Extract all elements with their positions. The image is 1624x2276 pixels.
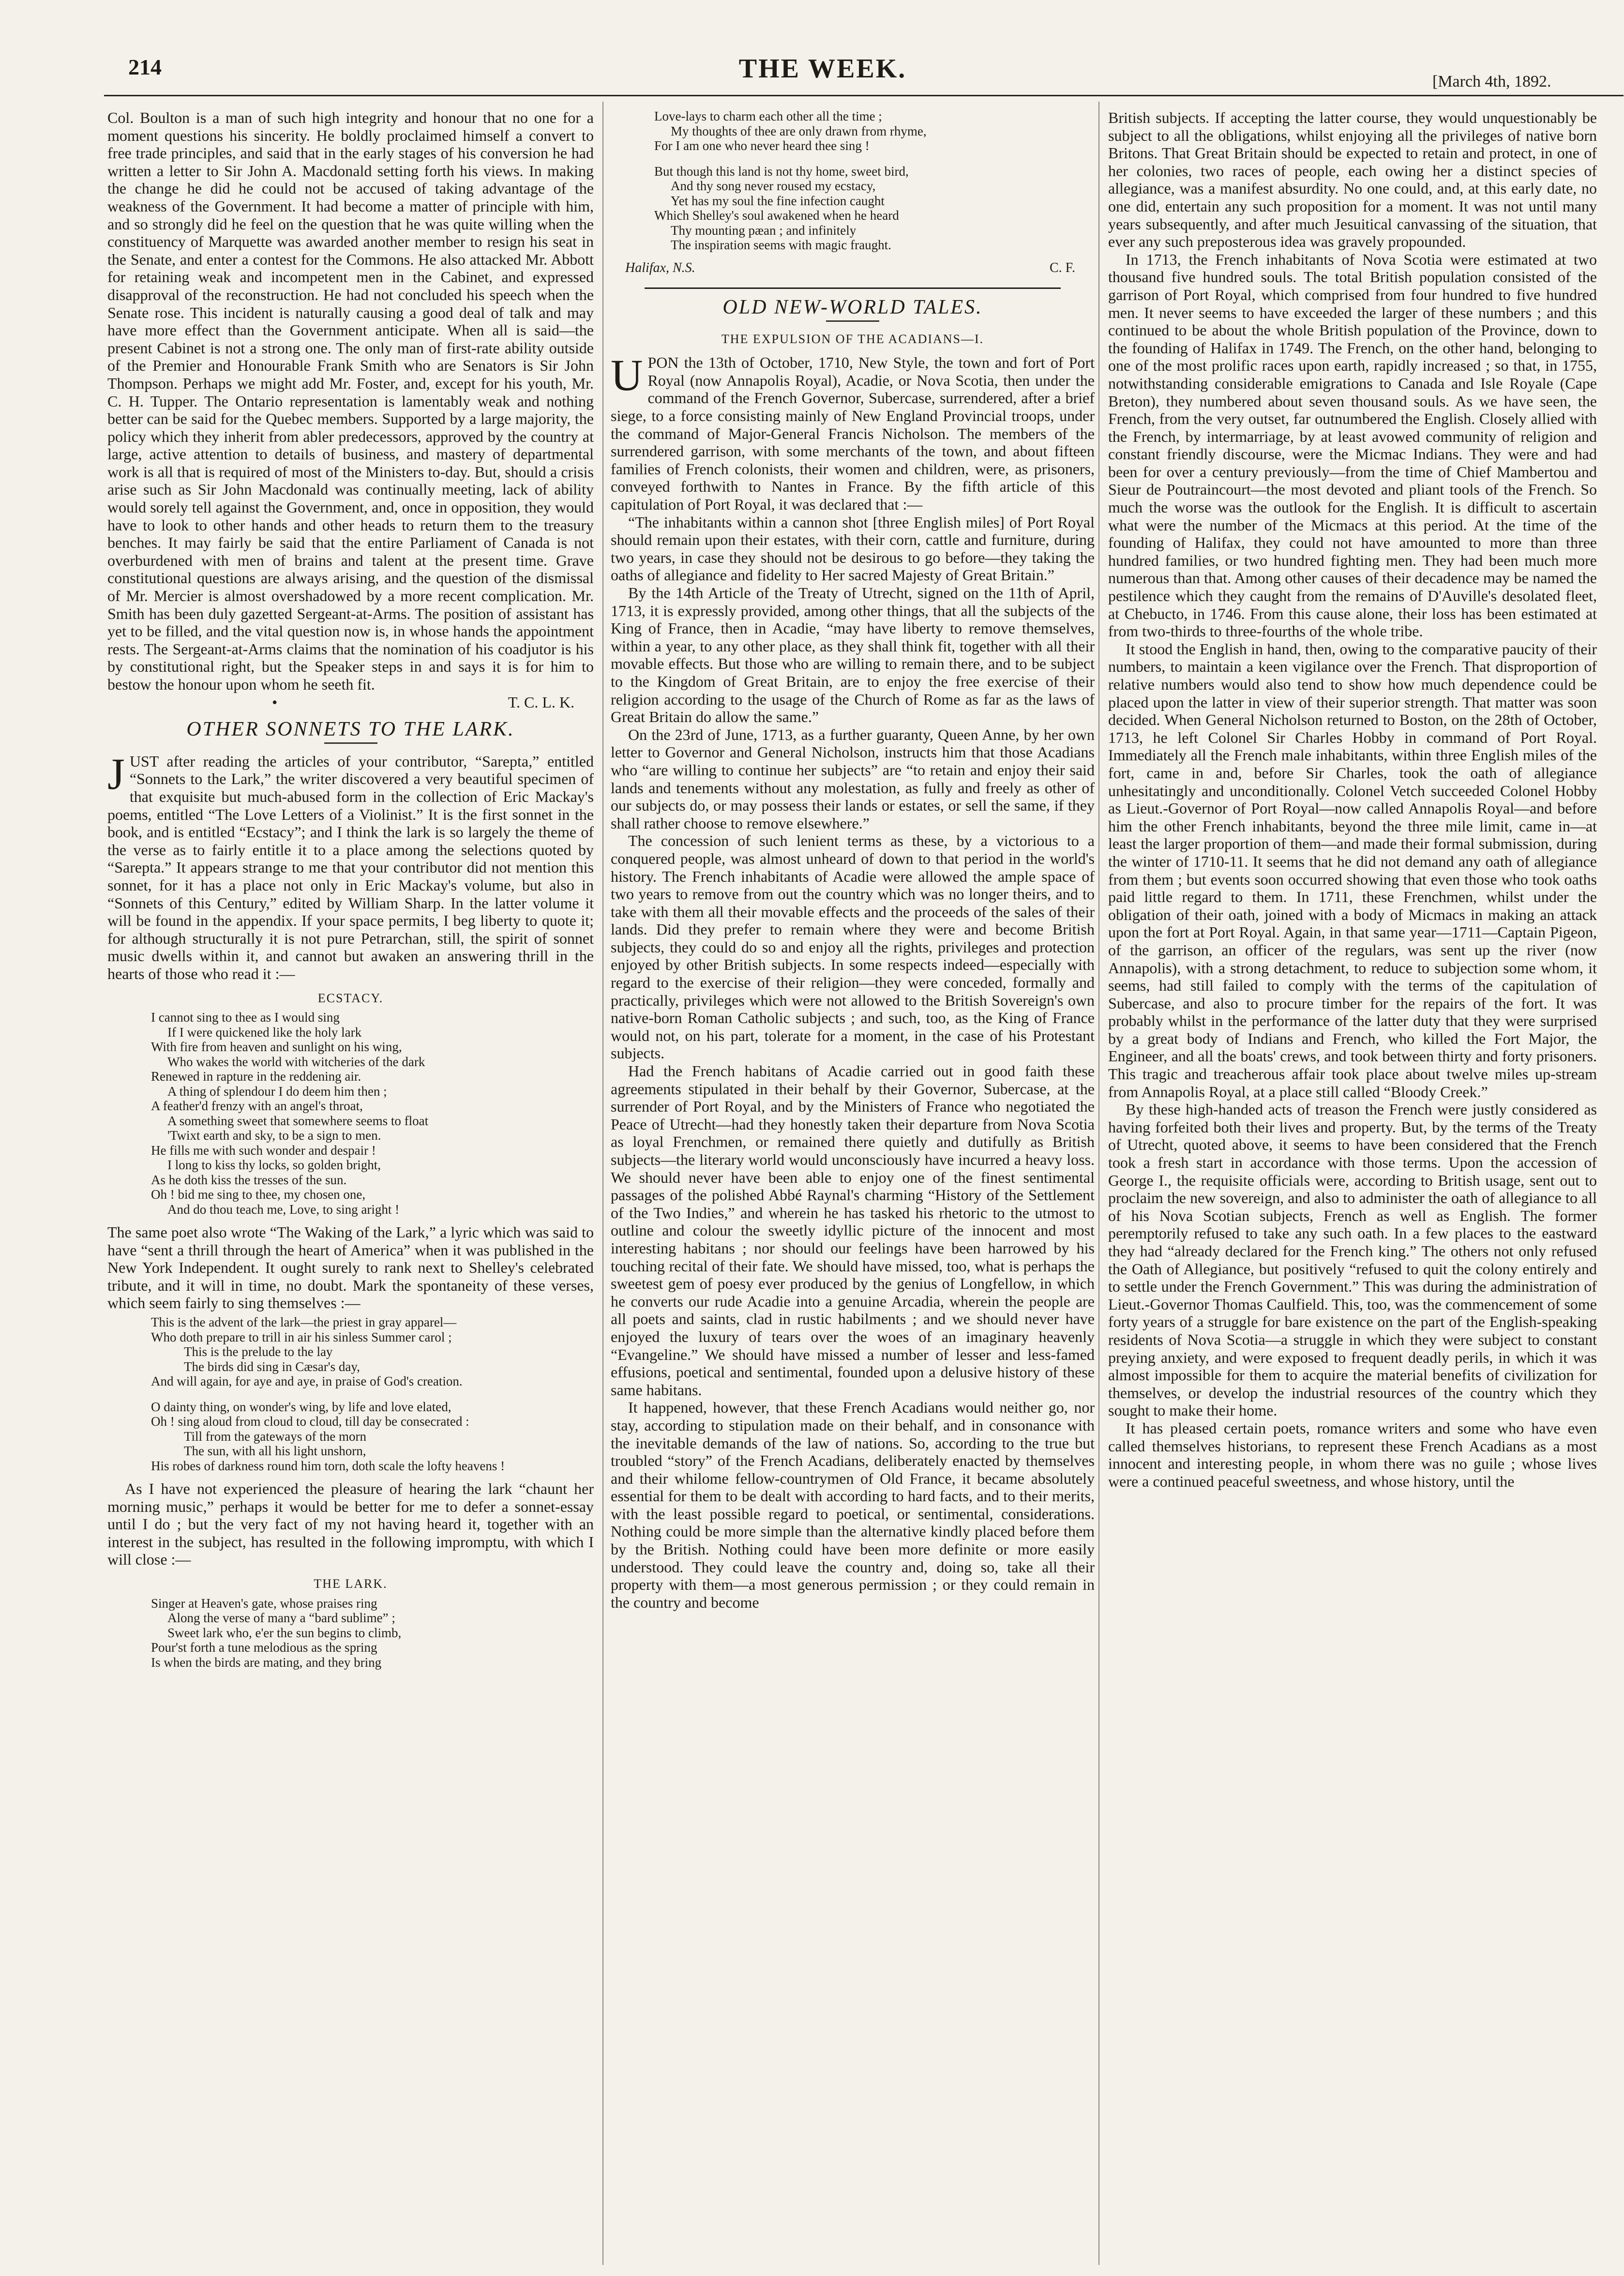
column-2 xyxy=(611,109,1095,1611)
poem-line: And thy song never roused my ecstacy, xyxy=(671,179,876,193)
poem-line: This is the prelude to the lay xyxy=(184,1344,333,1359)
poem-title: ECSTACY. xyxy=(317,991,384,1005)
article-paragraph: The concession of such lenient terms as these, by a victorious to a conquered people, was almost unheard of down to that period in the world's history. The French inhabitants of Acadie were allowed the ample space of two years to remove from out the country which was no longer theirs, and to take with them all their movable effects and the proceeds of the sales of their lands. Did they prefer to remain where they were and become British subjects, they could do so and enjoy all the rights, privileges and protection enjoyed by other British subjects. In some respects indeed—especially with regard to the exercise of their religion—they were conceded, formally and practically, privileges which were not allowed to the British Sovereign's own native-born Roman Catholic subjects ; and such, too, as the King of France would not, on his part, tolerate for a moment, in the case of his Protestant subjects. xyxy=(611,832,1095,1062)
signature-line xyxy=(107,693,594,711)
article-paragraph: The same poet also wrote “The Waking of the Lark,” a lyric which was said to have “sent a thrill through the heart of America” when it was published in the New York Independent. It ought surely to rank next to Shelley's celebrated tribute, and it will in time, no doubt. Mark the spontaneity of these verses, which seem fairly to sing themselves :— xyxy=(107,1223,594,1312)
article-paragraph: British subjects. If accepting the latter course, they would unquestionably be subject to all the obligations, whilst enjoying all the privileges of native born Britons. That Great Britain should be expected to retain and protect, in one of her colonies, two races of people, each owing her a distinct species of allegiance, was a manifest absurdity. No one could, and, at this early date, no one did, entertain any such proposition for a moment. It was not until many years subsequently, and after much Jesuitical canvassing of the situation, that ever any such preposterous idea was gravely propounded. xyxy=(1108,109,1597,251)
poem-line: Is when the birds are mating, and they bring xyxy=(151,1655,382,1670)
poem-line: If I were quickened like the holy lark xyxy=(167,1025,362,1040)
poem-line: The inspiration seems with magic fraught. xyxy=(671,238,891,252)
poem-line: His robes of darkness round him torn, doth scale the lofty heavens ! xyxy=(151,1458,505,1473)
poem-line: Pour'st forth a tune melodious as the spring xyxy=(151,1640,377,1655)
poem-line: With fire from heaven and sunlight on his wing, xyxy=(151,1040,402,1055)
poem-line: Oh ! bid me sing to thee, my chosen one, xyxy=(151,1187,366,1202)
article-paragraph: In 1713, the French inhabitants of Nova Scotia were estimated at two thousand five hundred souls. The total British population consisted of the garrison of Port Royal, which comprised from four hundred to five hundred men. It never seems to have exceeded the larger of these numbers ; and this continued to be about the whole British population of the Province, down to the founding of Halifax in 1749. The French, on the other hand, belonging to one of the most prolific races upon earth, rapidly increased ; so that, in 1755, notwithstanding considerable emigrations to Canada and Isle Royale (Cape Breton), they numbered about seven thousand souls. As we have seen, the French, from the very outset, far outnumbered the English. Closely allied with the French, by intermarriage, by at least avowed community of religion and constant friendly discourse, were the Micmac Indians. They were and had been for over a century previously—from the time of Chief Mambertou and Sieur de Poutraincourt—the most devoted and pliant tools of the French. So much the worse was the outlook for the English. It is difficult to ascertain what were the number of the Micmacs at this period. At the time of the founding of Halifax, they could not have amounted to more than three hundred families, or two hundred fighting men. They had been much more numerous than that. Among other causes of their decadence may be named the pestilence which they caught from the remains of D'Auville's desolated fleet, at Chebucto, in 1746. From this cause alone, their loss has been estimated at from two-thirds to three-fourths of the whole tribe. xyxy=(1108,250,1597,640)
poem-the-lark xyxy=(151,1596,594,1670)
poem-line: My thoughts of thee are only drawn from rhyme, xyxy=(671,123,927,138)
header-rule xyxy=(104,95,1624,96)
poem-line: A thing of splendour I do deem him then ; xyxy=(167,1084,387,1099)
article-paragraph: JUST after reading the articles of your contributor, “Sarepta,” entitled “Sonnets to the Lark,” the writer discovered a very beautiful specimen of that exquisite but much-abused form in the collection of Eric Mackay's poems, entitled “The Love Letters of a Violinist.” It is the first sonnet in the book, and is entitled “Ecstacy”; and I think the lark is so largely the theme of the verse as to fairly entitle it to a place among the selections quoted by “Sarepta.” It appears strange to me that your contributor did not mention this sonnet, for it has a place not only in Eric Mackay's volume, but also in “Sonnets of this Century,” edited by William Sharp. In the latter volume it will be found in the appendix. If your space permits, I beg liberty to quote it; for although structurally it is not pure Petrarchan, still, the spirit of sonnet music dwells within it, and cannot but awaken an answering thrill in the hearts of those who read it :— xyxy=(107,749,594,982)
poem-line: As he doth kiss the tresses of the sun. xyxy=(151,1172,347,1187)
signature-mark: • xyxy=(272,693,278,711)
article-paragraph: On the 23rd of June, 1713, as a further guaranty, Queen Anne, by her own letter to Governor and General Nicholson, instructs him that those Acadians who “are willing to continue her subjects” are “to retain and enjoy their said lands and tenements without any molestation, as fully and freely as other of our subjects do, or may possess their lands or estates, or sell the same, if they shall rather choose to remove elsewhere.” xyxy=(611,725,1095,832)
section-divider xyxy=(324,742,377,744)
poem-line: Sweet lark who, e'er the sun begins to climb, xyxy=(167,1625,402,1640)
poem-signature xyxy=(611,259,1095,277)
article-paragraph: “The inhabitants within a cannon shot [three English miles] of Port Royal should remain upon their estates, with their corn, cattle and furniture, during two years, in case they should not be desirous to go before—they taking the oaths of allegiance and fidelity to Her sacred Majesty of Great Britain.” xyxy=(611,513,1095,584)
poem-line: This is the advent of the lark—the priest in gray apparel— xyxy=(151,1315,457,1330)
poem-line: Oh ! sing aloud from cloud to cloud, till day be consecrated : xyxy=(151,1414,469,1429)
drop-cap: J xyxy=(107,749,125,799)
poem-line: 'Twixt earth and sky, to be a sign to men. xyxy=(167,1128,381,1143)
poem-line: A feather'd frenzy with an angel's throat, xyxy=(151,1099,363,1114)
poem-line: For I am one who never heard thee sing ! xyxy=(654,138,870,153)
poem-line: Yet has my soul the fine infection caught xyxy=(671,193,885,208)
poem-line: And do thou teach me, Love, to sing aright ! xyxy=(167,1202,400,1217)
poem-line: I long to kiss thy locks, so golden bright, xyxy=(167,1158,381,1173)
article-paragraph: As I have not experienced the pleasure of hearing the lark “chaunt her morning music,” perhaps it would be better for me to defer a sonnet-essay until I do ; but the very fact of my not having heard it, together with an interest in the subject, has resulted in the following impromptu, with which I will close :— xyxy=(107,1480,594,1568)
poem-waking-of-the-lark xyxy=(151,1315,594,1473)
article-paragraph: It stood the English in hand, then, owing to the comparative paucity of their numbers, to maintain a keen vigilance over the French. That disproportion of relative numbers would also tend to show how much dependence could be placed upon the latter in view of their superior strength. That matter was soon decided. When General Nicholson returned to Boston, on the 28th of October, 1713, he left Colonel Sir Charles Hobby in command of Port Royal. Immediately all the French male inhabitants, within three English miles of the fort, came in and, before Sir Charles, took the oath of allegiance unhesitatingly and unconditionally. Colonel Vetch succeeded Colonel Hobby as Lieut.-Governor of Port Royal—now called Annapolis Royal—and before him the other French inhabitants, beyond the three mile limit, came in—at least the larger proportion of them—and made their formal submission, during the winter of 1710-11. It seems that he did not demand any oath of allegiance from them ; but events soon occurred showing that even those who took oaths paid little regard to them. In 1711, these Frenchmen, whilst under the obligation of their oath, joined with a body of Micmacs in making an attack upon the fort at Port Royal. Again, in that same year—1711—Captain Pigeon, of the garrison, an officer of the regulars, was sent up the river (now Annapolis), with a strong detachment, to reduce to subjection some whom, it seems, had still failed to comply with the terms of the capitulation of Subercase, and also to procure timber for the repairs of the fort. It was probably whilst in the performance of the latter duty that they were surprised by a great body of Indians and French, who killed the Fort Major, the Engineer, and all the boats' crews, and took between thirty and forty prisoners. This tragic and treacherous affair took place about twelve miles up-stream from Annapolis Royal, at a place still called “Bloody Creek.” xyxy=(1108,640,1597,1100)
article-paragraph: UPON the 13th of October, 1710, New Style, the town and fort of Port Royal (now Annapolis Royal), Acadie, or Nova Scotia, then under the command of the French Governor, Subercase, surrendered, after a brief siege, to a force consisting mainly of New England Provincial troops, under the command of Major-General Francis Nicholson. The members of the surrendered garrison, with some merchants of the town, and about fifteen families of French colonists, their women and children, were, as prisoners, conveyed forthwith to Nantes in France. By the fifth article of this capitulation of Port Royal, it was declared that :— xyxy=(611,350,1095,513)
poem-line: Renewed in rapture in the reddening air. xyxy=(151,1069,361,1084)
poem-line: Singer at Heaven's gate, whose praises ring xyxy=(151,1596,377,1611)
article-paragraph: By these high-handed acts of treason the French were justly considered as having forfeited both their lives and property. But, by the terms of the Treaty of Utrecht, quoted above, it seems to have been considered that the French took a fresh start in accordance with those terms. Upon the accession of George I., the requisite officials were, according to British usage, sent out to proclaim the new sovereign, and also to administer the oath of allegiance to all of his Nova Scotian subjects, French as well as English. The former peremptorily refused to take any such oath. In a few places to the eastward they had “already declared for the French king.” The others not only refused the Oath of Allegiance, but positively “refused to quit the colony entirely and to settle under the French Government.” This was during the administration of Lieut.-Governor Thomas Caulfield. This, too, was the commencement of some forty years of a struggle for bare existence on the part of the English-speaking residents of Nova Scotia—a struggle in which they were subject to constant preying anxiety, and were exposed to frequent deadly perils, in which it was almost impossible for them to acquire the material benefits of civilization for themselves, or develop the industrial resources of the country which they sought to make their home. xyxy=(1108,1100,1597,1419)
article-paragraph: By the 14th Article of the Treaty of Utrecht, signed on the 11th of April, 1713, it is expressly provided, among other things, that all the subjects of the King of France, then in Acadie, “may have liberty to remove themselves, within a year, to any other place, as they shall think fit, together with all their movable effects. But those who are willing to remain there, and to be subject to the Kingdom of Great Britain, are to enjoy the free exercise of their religion according to the usage of the Church of Rome as far as the laws of Great Britain do allow the same.” xyxy=(611,584,1095,726)
poem-place: Halifax, N.S. xyxy=(625,260,695,275)
drop-cap: U xyxy=(611,350,643,400)
section-divider xyxy=(826,320,879,322)
poem-title: THE LARK. xyxy=(314,1577,388,1591)
poem-line: I cannot sing to thee as I would sing xyxy=(151,1010,340,1025)
page-number: 214 xyxy=(128,55,162,79)
section-subtitle: THE EXPULSION OF THE ACADIANS—I. xyxy=(721,332,984,346)
poem-line: Love-lays to charm each other all the time ; xyxy=(654,109,882,123)
poem-line: Who wakes the world with witcheries of the dark xyxy=(167,1054,425,1069)
issue-date: [March 4th, 1892. xyxy=(1432,73,1551,90)
poem-initials: C. F. xyxy=(1049,260,1075,275)
column-divider-1 xyxy=(602,102,603,2265)
section-title: OLD NEW-WORLD TALES. xyxy=(722,296,983,319)
column-1 xyxy=(107,109,594,1676)
poem-line: The sun, with all his light unshorn, xyxy=(184,1444,366,1459)
poem-line: He fills me with such wonder and despair ! xyxy=(151,1143,376,1158)
article-rule xyxy=(645,287,1061,289)
stanza-gap xyxy=(654,153,1095,164)
poem-line: And will again, for aye and aye, in praise of God's creation. xyxy=(151,1374,463,1389)
poem-the-lark-continued xyxy=(654,109,1095,253)
poem-line: The birds did sing in Cæsar's day, xyxy=(184,1359,360,1374)
signature: T. C. L. K. xyxy=(508,693,574,711)
poem-line: Thy mounting pæan ; and infinitely xyxy=(671,223,857,238)
masthead-title: THE WEEK. xyxy=(738,54,907,84)
column-3 xyxy=(1108,109,1597,1490)
poem-line: A something sweet that somewhere seems to float xyxy=(167,1113,429,1128)
poem-line: Who doth prepare to trill in air his sinless Summer carol ; xyxy=(151,1329,452,1344)
article-paragraph: Col. Boulton is a man of such high integrity and honour that no one for a moment questions his sincerity. He boldly proclaimed himself a convert to free trade principles, and said that in the early stages of his conversion he had written a letter to Sir John A. Macdonald setting forth his views. In making the change he did he could not be accused of taking advantage of the weakness of the Government. It had become a matter of principle with him, and so strongly did he feel on the question that he was quite willing when the constituency of Marquette was awarded another member to resign his seat in the Senate, and enter a contest for the Commons. He also attacked Mr. Abbott for retaining weak and incompetent men in the Cabinet, and expressed disapproval of the reconstruction. He had not concluded his speech when the Senate rose. This incident is naturally causing a good deal of talk and may have more effect than the Government anticipate. When all is said—the present Cabinet is not a strong one. The only man of first-rate ability outside of the Premier and Honourable Frank Smith who are Senators is Sir John Thompson. Perhaps we might add Mr. Foster, and, except for his youth, Mr. C. H. Tupper. The Ontario representation is lamentably weak and nothing better can be said for the Quebec members. Supported by a large majority, the policy which they inherit from abler predecessors, approved by the country at large, active attention to details of business, and mastery of departmental work is all that is required of most of the Ministers to-day. But, should a crisis arise such as Sir John Macdonald was continually meeting, lack of ability would sorely tell against the Government, and, once in opposition, they would have to look to other hands and other heads to return them to the treasury benches. It may fairly be said that the entire Parliament of Canada is not overburdened with men of brains and talent at the present time. Grave constitutional questions are always arising, and the question of the dismissal of Mr. Mercier is almost overshadowed by a more recent complication. Mr. Smith has been duly gazetted Sergeant-at-Arms. The position of assistant has yet to be filled, and the vital question now is, in whose hands the appointment rests. The Sergeant-at-Arms claims that the nomination of his coadjutor is his by constitutional right, but the Speaker steps in and says it is for him to bestow the honour upon whom he seeth fit. xyxy=(107,109,594,693)
poem-line: Till from the gateways of the morn xyxy=(184,1429,366,1444)
article-paragraph: It has pleased certain poets, romance writers and some who have even called themselves historians, to represent these French Acadians as a most innocent and interesting people, in whom there was no guile ; whose lives were a continued peaceful sweetness, and whose history, until the xyxy=(1108,1419,1597,1490)
poem-ecstacy xyxy=(151,1010,594,1217)
poem-line: Which Shelley's soul awakened when he heard xyxy=(654,208,899,223)
poem-line: But though this land is not thy home, sweet bird, xyxy=(654,164,909,179)
stanza-gap xyxy=(151,1389,594,1400)
column-divider-2 xyxy=(1098,102,1099,2265)
article-paragraph: It happened, however, that these French Acadians would neither go, nor stay, according to stipulation made on their behalf, and in consonance with the inevitable demands of the law of nations. So, according to the true but troubled “story” of the French Acadians, deliberately enacted by themselves and their whilome fellow-countrymen of Old France, it became absolutely essential for them to be dealt with according to hard facts, and to their merits, with the least possible regard to poetical, or sentimental, considerations. Nothing could be more simple than the alternative kindly placed before them by the British. Nothing could have been more definite or more easily understood. They could leave the country and, doing so, take all their property with them—a most generous permission ; or they could remain in the country and become xyxy=(611,1399,1095,1611)
poem-line: O dainty thing, on wonder's wing, by life and love elated, xyxy=(151,1399,451,1414)
section-title: OTHER SONNETS TO THE LARK. xyxy=(186,718,515,741)
poem-line: Along the verse of many a “bard sublime” ; xyxy=(167,1611,395,1626)
article-paragraph: Had the French habitans of Acadie carried out in good faith these agreements stipulated in their behalf by their Governor, Subercase, at the surrender of Port Royal, and by the Ministers of France who negotiated the Peace of Utrecht—had they honestly taken their departure from Nova Scotia as loyal Frenchmen, or remained there quietly and dutifully as British subjects—the literary world would unconsciously have incurred a heavy loss. We should never have been able to enjoy one of the finest sentimental passages of the polished Abbé Raynal's charming “History of the Settlement of the Two Indies,” and wherein he has tasked his rhetoric to the utmost to outline and colour the sweetly idyllic picture of the innocent and most interesting habitans ; nor should our feelings have been harrowed by his touching recital of their fate. We should have missed, too, what is perhaps the sweetest gem of poesy ever produced by the genius of Longfellow, in which he converts our rude Acadie into a genuine Arcadia, wherein the people are all poets and saints, clad in rustic habilments ; and we should never have enjoyed the luxury of tears over the woes of an imaginary heavenly “Evangeline.” We should have missed a number of lesser and less-famed effusions, poetical and sentimental, founded upon a delusive history of these same habitans. xyxy=(611,1062,1095,1399)
